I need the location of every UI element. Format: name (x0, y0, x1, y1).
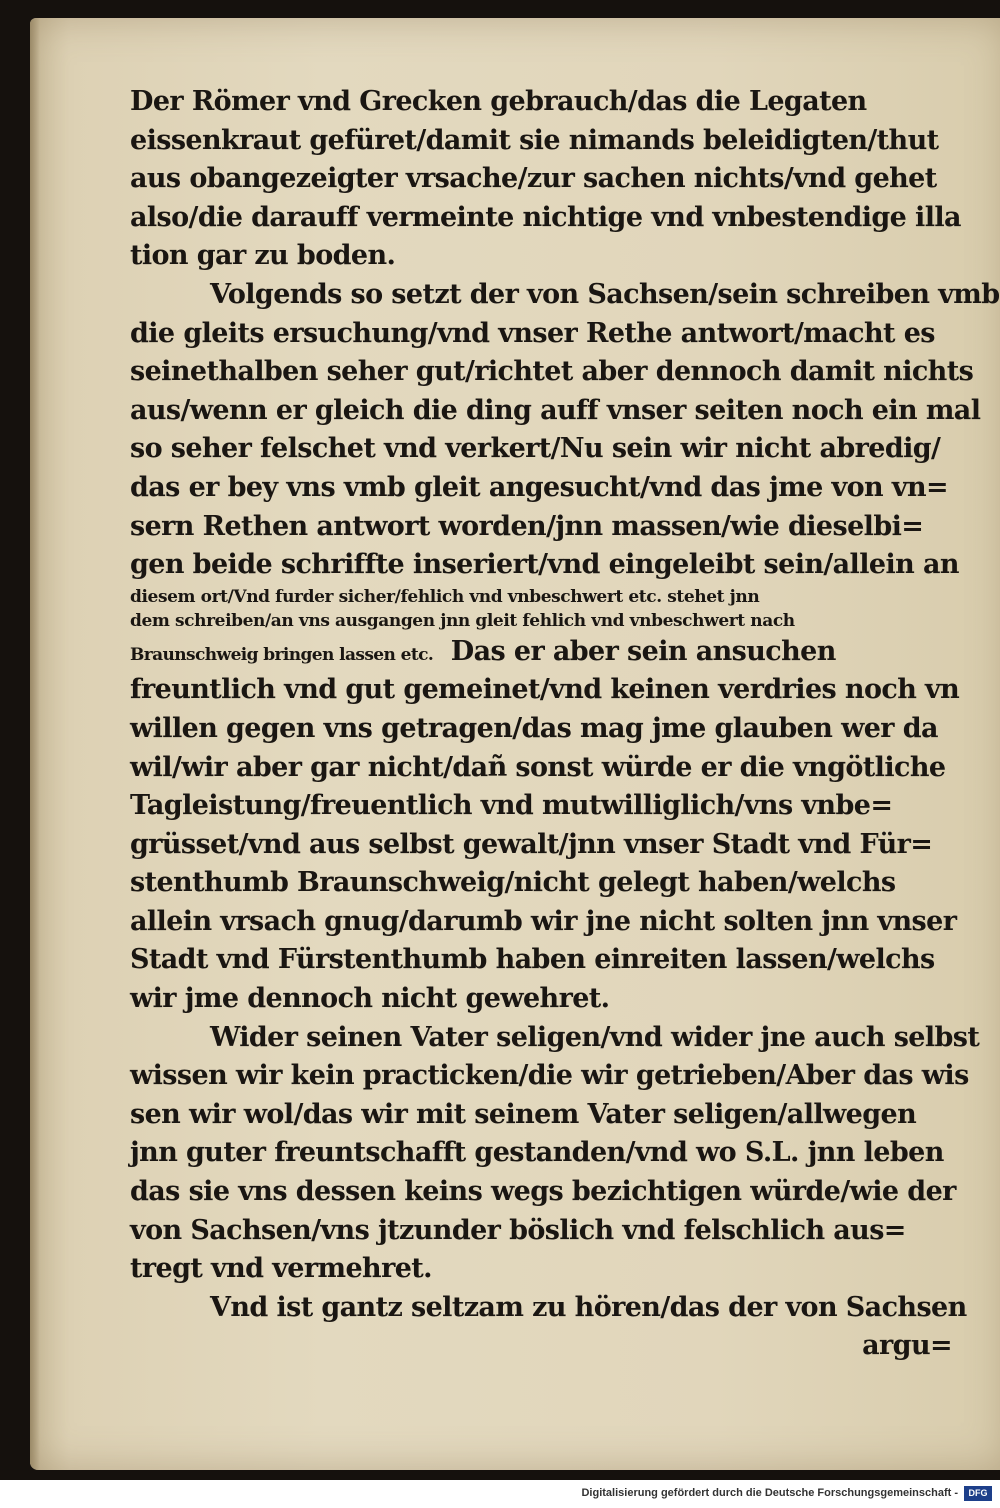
page-gutter-shadow (30, 18, 40, 1470)
text-line-mixed (130, 633, 960, 672)
text-line: grüsset/vnd aus selbst gewalt/jnn vnser Stadt vnd Für= (130, 828, 933, 860)
paragraph-start-line: Wider seinen Vater seligen/vnd wider jne auch selbst (210, 1021, 980, 1053)
text-line: wir jme dennoch nicht gewehret. (130, 983, 610, 1015)
text-line: sen wir wol/das wir mit seinem Vater seligen/allwegen (130, 1098, 917, 1130)
quoted-text-end: Braunschweig bringen lassen etc. (130, 644, 434, 665)
text-line: jnn guter freuntschafft gestanden/vnd wo S.L. jnn leben (130, 1137, 944, 1169)
text-line: Stadt vnd Fürstenthumb haben einreiten lassen/welchs (130, 944, 935, 976)
text-line: eissenkraut gefüret/damit sie nimands beleidigten/thut (130, 124, 939, 156)
text-line: von Sachsen/vns jtzunder böslich vnd felschlich aus= (130, 1214, 906, 1246)
text-line: tion gar zu boden. (130, 240, 396, 272)
book-page (30, 18, 1000, 1470)
catchword: argu= (862, 1330, 952, 1362)
paragraph-start-line: Volgends so setzt der von Sachsen/sein schreiben vmb (210, 278, 1000, 310)
quoted-text-line: diesem ort/Vnd furder sicher/fehlich vnd vnbeschwert etc. stehet jnn (130, 586, 760, 607)
text-line: stenthumb Braunschweig/nicht gelegt haben/welchs (130, 867, 896, 899)
body-text (130, 83, 1000, 1366)
text-line: wissen wir kein practicken/die wir getrieben/Aber das wis (130, 1060, 969, 1092)
text-line: tregt vnd vermehret. (130, 1253, 432, 1285)
text-line: sern Rethen antwort worden/jnn massen/wie dieselbi= (130, 510, 924, 542)
text-line: Tagleistung/freuentlich vnd mutwilliglich/vns vnbe= (130, 790, 893, 822)
text-line: aus/wenn er gleich die ding auff vnser seiten noch ein mal (130, 394, 981, 426)
text-line: so seher felschet vnd verkert/Nu sein wir nicht abredig/ (130, 433, 941, 465)
text-line-continuation: Das er aber sein ansuchen (450, 635, 836, 667)
text-line: aus obangezeigter vrsache/zur sachen nichts/vnd gehet (130, 163, 937, 195)
dfg-logo-icon: DFG (964, 1486, 992, 1501)
footer-bar (0, 1480, 1000, 1508)
text-line: die gleits ersuchung/vnd vnser Rethe antwort/macht es (130, 317, 935, 349)
text-line: seinethalben seher gut/richtet aber dennoch damit nichts (130, 356, 974, 388)
text-line: Der Römer vnd Grecken gebrauch/das die Legaten (130, 86, 867, 117)
text-line: wil/wir aber gar nicht/dañ sonst würde er die vngötliche (130, 751, 946, 783)
text-line: gen beide schriffte inseriert/vnd eingeleibt sein/allein an (130, 549, 959, 581)
paragraph-start-line: Vnd ist gantz seltzam zu hören/das der von Sachsen (210, 1291, 967, 1323)
text-line: also/die darauff vermeinte nichtige vnd vnbestendige illa (130, 201, 961, 233)
text-line: das sie vns dessen keins wegs bezichtigen würde/wie der (130, 1176, 956, 1208)
quoted-text-line: dem schreiben/an vns ausgangen jnn gleit fehlich vnd vnbeschwert nach (130, 610, 795, 631)
text-line: willen gegen vns getragen/das mag jme glauben wer da (130, 712, 938, 744)
text-line: das er bey vns vmb gleit angesucht/vnd das jme von vn= (130, 471, 948, 503)
funding-credit: Digitalisierung gefördert durch die Deutsche Forschungsgemeinschaft - (581, 1487, 958, 1499)
text-line: allein vrsach gnug/darumb wir jne nicht solten jnn vnser (130, 905, 957, 937)
text-line: freuntlich vnd gut gemeinet/vnd keinen verdries noch vn (130, 674, 960, 706)
